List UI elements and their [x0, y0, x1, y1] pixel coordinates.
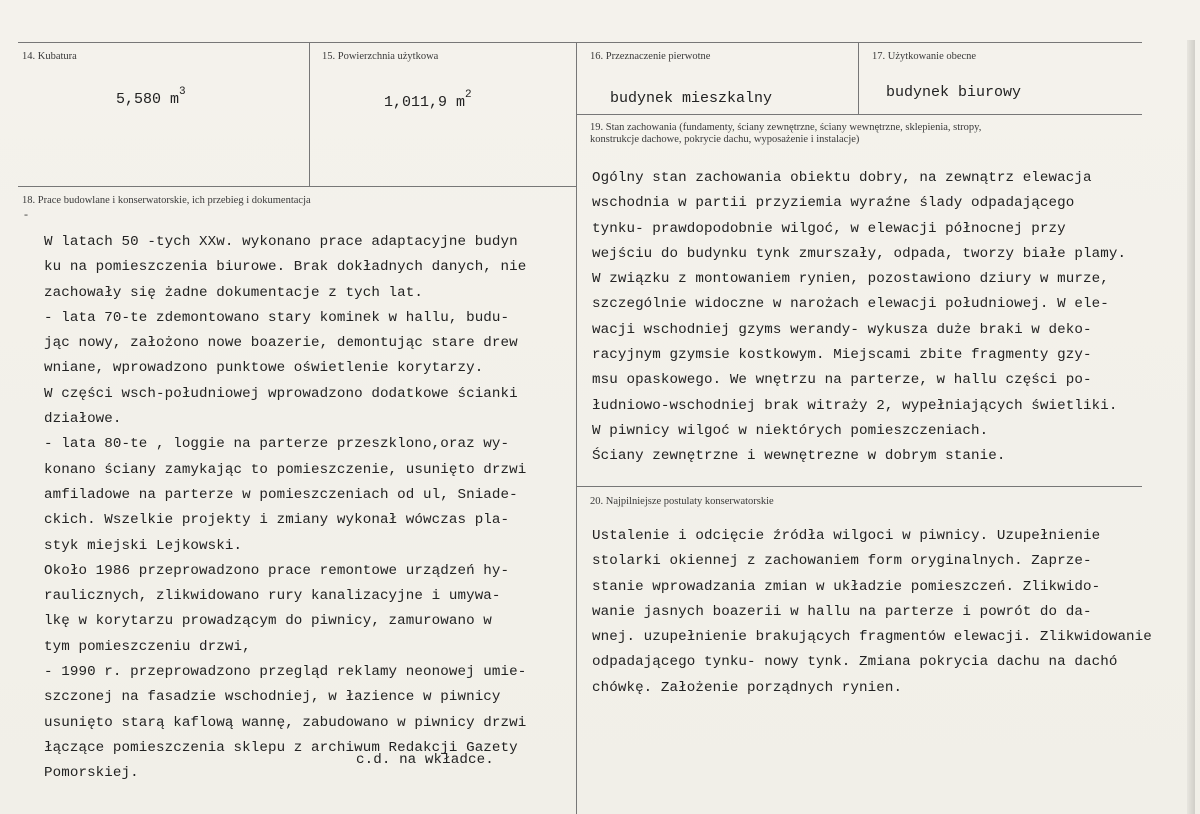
kubatura-value	[116, 86, 186, 108]
prace-text-line: lkę w korytarzu prowadzącym do piwnicy, zamurowano w	[44, 613, 492, 630]
prace-text-line: raulicznych, zlikwidowano rury kanalizacyjne i umywa-	[44, 588, 501, 605]
prace-text-line: ckich. Wszelkie projekty i zmiany wykonał wówczas pla-	[44, 512, 510, 529]
postulaty-label: 20. Najpilniejsze postulaty konserwatorskie	[590, 496, 774, 507]
stan-text-line: W związku z montowaniem rynien, pozostawiono dziury w murze,	[592, 271, 1109, 288]
field20-top-rule	[576, 486, 1142, 487]
prace-text-line: tym pomieszczeniu drzwi,	[44, 638, 251, 655]
prace-text-line: jąc nowy, założono nowe boazerie, demontując stare drew	[44, 335, 518, 352]
prace-text-line: - 1990 r. przeprowadzono przegląd reklamy neonowej umie-	[44, 664, 527, 681]
stan-text-line: tynku- prawdopodobnie wilgoć, w elewacji północnej przy	[592, 220, 1066, 237]
stan-text-line: wejściu do budynku tynk zmurszały, odpada, tworzy białe plamy.	[592, 245, 1127, 262]
przeznaczenie-value: budynek mieszkalny	[610, 90, 773, 107]
prace-text-line: wniane, wprowadzono punktowe oświetlenie korytarzy.	[44, 360, 484, 377]
prace-text-line: szczonej na fasadzie wschodniej, w łazience w piwnicy	[44, 689, 501, 706]
prace-dash: -	[24, 207, 28, 221]
prace-text-line: usunięto starą kaflową wannę, zabudowano w piwnicy drzwi	[44, 714, 527, 731]
postulaty-text-line: stolarki okiennej z zachowaniem form oryginalnych. Zaprze-	[592, 553, 1092, 570]
prace-text	[44, 230, 526, 787]
postulaty-text	[592, 524, 1152, 701]
stan-label-line1: 19. Stan zachowania (fundamenty, ściany zewnętrzne, ściany wewnętrzne, sklepienia, stropy,	[590, 122, 982, 133]
divider-main	[576, 42, 577, 814]
powierzchnia-unit-exponent: 2	[465, 89, 472, 101]
prace-text-line: Około 1986 przeprowadzono prace remontowe urządzeń hy-	[44, 562, 510, 579]
prace-text-line: konano ściany zamykając to pomieszczenie, usunięto drzwi	[44, 461, 527, 478]
stan-text	[592, 166, 1126, 470]
uzytkowanie-label: 17. Użytkowanie obecne	[872, 51, 977, 62]
postulaty-text-line: stanie wprowadzania zmian w układzie pomieszczeń. Zlikwido-	[592, 578, 1101, 595]
prace-text-line: - lata 70-te zdemontowano stary kominek w hallu, budu-	[44, 309, 510, 326]
prace-text-line: W latach 50 -tych XXw. wykonano prace adaptacyjne budyn	[44, 234, 518, 250]
postulaty-text-line: Ustalenie i odcięcie źródła wilgoci w piwnicy. Uzupełnienie	[592, 528, 1101, 544]
prace-text-line: ku na pomieszczenia biurowe. Brak dokładnych danych, nie	[44, 259, 527, 276]
prace-text-line: łączące pomieszczenia sklepu z archiwum Redakcji Gazety	[44, 739, 518, 756]
powierzchnia-value	[384, 89, 472, 111]
kubatura-unit-exponent: 3	[179, 86, 186, 98]
stan-text-line: racyjnym gzymsie kostkowym. Miejscami zbite fragmenty gzy-	[592, 347, 1092, 364]
stan-text-line: szczególnie widoczne w narożach elewacji południowej. W ele-	[592, 296, 1109, 313]
row1-bottom-rule-left	[18, 186, 576, 187]
prace-text-line: - lata 80-te , loggie na parterze przeszklono,oraz wy-	[44, 436, 510, 453]
kubatura-number: 5,580 m	[116, 91, 180, 108]
prace-text-line: zachowały się żadne dokumentacje z tych lat.	[44, 284, 424, 301]
postulaty-text-line: wnej. uzupełnienie brakujących fragmentów elewacji. Zlikwidowanie	[592, 629, 1152, 646]
stan-text-line: Ogólny stan zachowania obiektu dobry, na zewnątrz elewacja	[592, 170, 1092, 186]
postulaty-text-line: wanie jasnych boazerii w hallu na parterze i powrót do da-	[592, 603, 1092, 620]
prace-text-line: Pomorskiej.	[44, 765, 139, 782]
stan-text-line: msu opaskowego. We wnętrzu na parterze, w hallu części po-	[592, 372, 1092, 389]
stan-text-line: wacji wschodniej gzyms werandy- wykusza duże braki w deko-	[592, 321, 1092, 338]
row1-bottom-rule-right	[576, 114, 1142, 115]
card-edge	[1187, 40, 1195, 814]
stan-text-line: łudniowo-wschodniej brak witraży 2, wypełniających świetliki.	[592, 397, 1118, 414]
top-rule	[18, 42, 1142, 43]
postulaty-text-line: chówkę. Założenie porządnych rynien.	[592, 679, 903, 696]
prace-continuation: c.d. na wkładce.	[356, 752, 494, 768]
stan-text-line: wschodnia w partii przyziemia wyraźne ślady odpadającego	[592, 195, 1075, 212]
przeznaczenie-label: 16. Przeznaczenie pierwotne	[590, 51, 711, 62]
uzytkowanie-value: budynek biurowy	[886, 84, 1022, 101]
prace-text-line: styk miejski Lejkowski.	[44, 537, 243, 554]
powierzchnia-number: 1,011,9 m	[384, 94, 466, 111]
divider-16-17	[858, 42, 859, 114]
divider-14-15	[309, 42, 310, 186]
powierzchnia-label: 15. Powierzchnia użytkowa	[322, 51, 439, 62]
stan-text-line: W piwnicy wilgoć w niektórych pomieszczeniach.	[592, 422, 989, 439]
postulaty-text-line: odpadającego tynku- nowy tynk. Zmiana pokrycia dachu na dachó	[592, 654, 1118, 671]
stan-label-line2: konstrukcje dachowe, pokrycie dachu, wyposażenie i instalacje)	[590, 134, 860, 145]
prace-label: 18. Prace budowlane i konserwatorskie, ich przebieg i dokumentacja	[22, 195, 311, 206]
prace-text-line: amfiladowe na parterze w pomieszczeniach od ul, Sniade-	[44, 486, 518, 503]
stan-text-line: Ściany zewnętrzne i wewnętrezne w dobrym stanie.	[592, 448, 1006, 465]
kubatura-label: 14. Kubatura	[22, 51, 77, 62]
prace-text-line: działowe.	[44, 411, 122, 428]
prace-text-line: W części wsch-południowej wprowadzono dodatkowe ścianki	[44, 385, 518, 402]
